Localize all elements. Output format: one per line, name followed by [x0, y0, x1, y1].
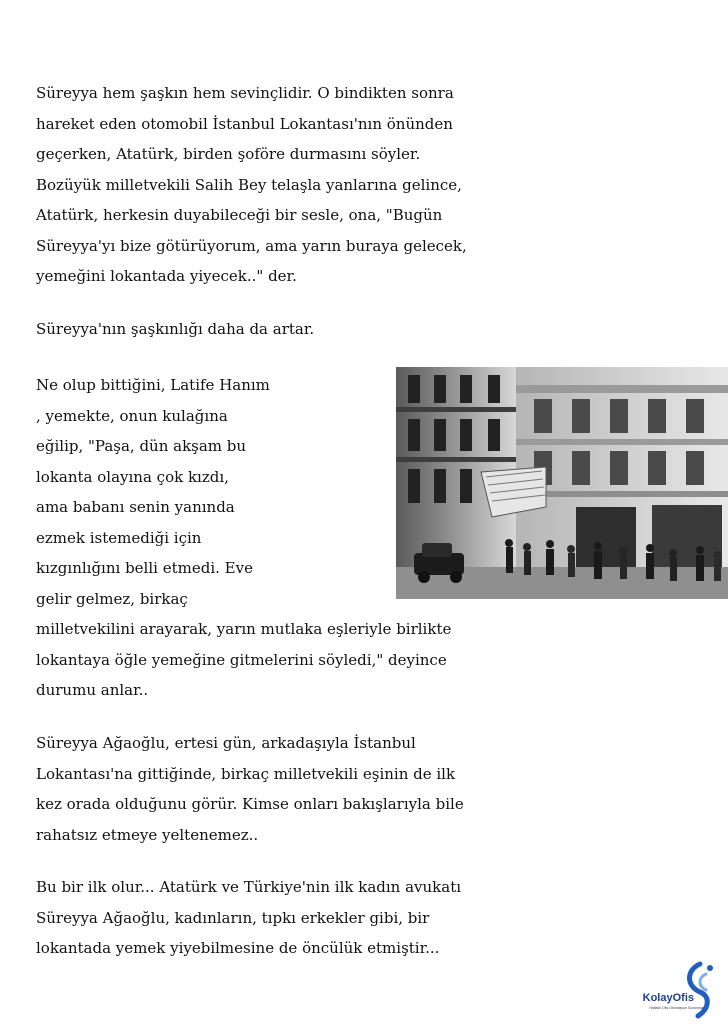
- text-line: Bu bir ilk olur... Atatürk ve Türkiye'nin ilk kadın avukatı: [36, 878, 462, 896]
- text-line: ezmek istemediği için: [36, 528, 202, 547]
- paragraph-5: [36, 872, 716, 964]
- text-line: gelir gelmez, birkaç: [36, 589, 188, 608]
- text-line: lokanta olayına çok kızdı,: [36, 467, 229, 486]
- text-line: lokantaya öğle yemeğine gitmelerini söyledi," deyince: [36, 650, 447, 669]
- text-line: kızgınlığını belli etmedi. Eve: [36, 559, 253, 577]
- text-line: Lokantası'na gittiğinde, birkaç milletvekili eşinin de ilk: [36, 764, 456, 783]
- photo-illustration: [396, 367, 728, 599]
- text-line: ama babanı senin yanında: [36, 498, 235, 516]
- text-line: kez orada olduğunu görür. Kimse onları bakışlarıyla bile: [36, 795, 464, 813]
- text-line: milletvekilini arayarak, yarın mutlaka eşleriyle birlikte: [36, 620, 452, 638]
- text-line: hareket eden otomobil İstanbul Lokantası'nın önünden: [36, 114, 453, 133]
- text-line: yemeğini lokantada yiyecek.." der.: [36, 267, 297, 285]
- text-line: lokantada yemek yiyebilmesine de öncülük etmiştir...: [36, 939, 440, 957]
- text-line: rahatsız etmeye yeltenemez..: [36, 825, 259, 844]
- logo-name: KolayOfis: [642, 992, 694, 1004]
- text-line: Ne olup bittiğini, Latife Hanım: [36, 376, 270, 394]
- historic-restaurant-photo: [396, 367, 728, 599]
- text-line: Atatürk, herkesin duyabileceği bir sesle, ona, "Bugün: [36, 206, 443, 224]
- text-line: Süreyya Ağaoğlu, ertesi gün, arkadaşıyla İstanbul: [36, 734, 416, 752]
- text-line: durumu anlar..: [36, 681, 149, 699]
- text-line: Süreyya Ağaoğlu, kadınların, tıpkı erkekler gibi, bir: [36, 908, 430, 927]
- text-line: eğilip, "Paşa, dün akşam bu: [36, 437, 247, 455]
- paragraph-4: [36, 728, 716, 850]
- logo-tagline: Haftalık Ofis Otomasyon Sunumları: [649, 1006, 704, 1010]
- text-line: Süreyya hem şaşkın hem sevinçlidir. O bindikten sonra: [36, 84, 454, 102]
- text-line: , yemekte, onun kulağına: [36, 406, 228, 425]
- paragraph-2: [36, 314, 716, 345]
- kolayofis-logo: [618, 960, 726, 1026]
- paragraph-1: [36, 78, 716, 292]
- text-line: Süreyya'nın şaşkınlığı daha da artar.: [36, 320, 315, 338]
- text-line: Süreyya'yı bize götürüyorum, ama yarın buraya gelecek,: [36, 236, 467, 255]
- swirl-logo-icon: [680, 960, 724, 1022]
- text-line: geçerken, Atatürk, birden şoföre durmasını söyler.: [36, 145, 421, 163]
- text-line: Bozüyük milletvekili Salih Bey telaşla yanlarına gelince,: [36, 175, 462, 194]
